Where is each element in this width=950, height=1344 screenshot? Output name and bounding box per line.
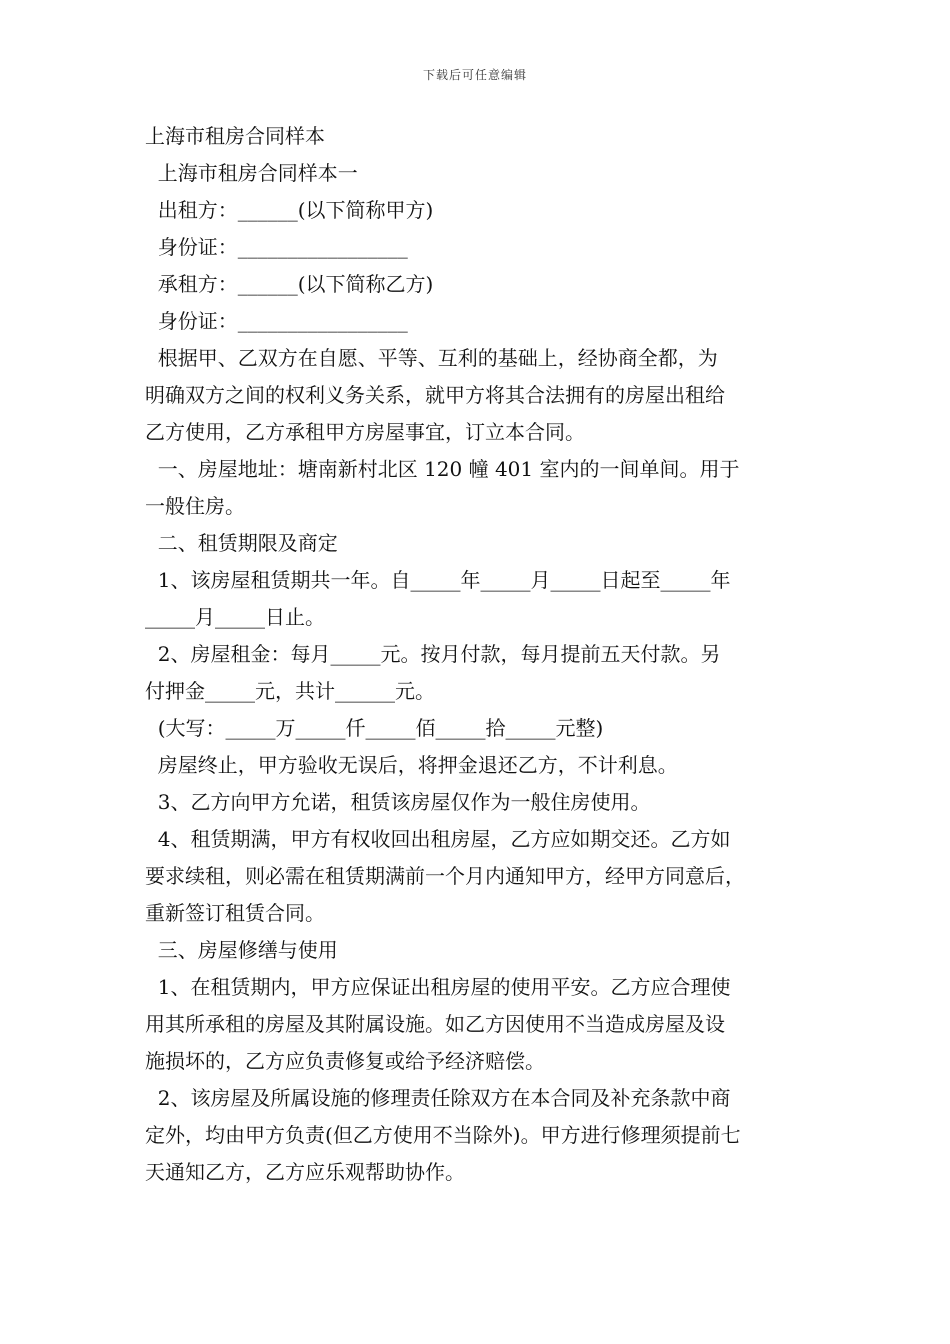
document-line: 乙方使用，乙方承租甲方房屋事宜，订立本合同。 xyxy=(145,420,585,444)
document-line: 出租方：______(以下简称甲方) xyxy=(145,198,434,222)
document-line: 重新签订租赁合同。 xyxy=(145,901,325,925)
document-line: 3、乙方向甲方允诺，租赁该房屋仅作为一般住房使用。 xyxy=(145,790,651,814)
document-line: (大写：_____万_____仟_____佰_____拾_____元整) xyxy=(145,716,604,740)
document-line: 上海市租房合同样本一 xyxy=(145,161,358,185)
document-line: 用其所承租的房屋及其附属设施。如乙方因使用不当造成房屋及设 xyxy=(145,1012,725,1036)
document-title: 上海市租房合同样本 xyxy=(145,124,325,148)
document-line: 根据甲、乙双方在自愿、平等、互利的基础上，经协商全都，为 xyxy=(145,346,718,370)
document-line: 身份证：_________________ xyxy=(145,235,408,259)
document-line: 4、租赁期满，甲方有权收回出租房屋，乙方应如期交还。乙方如 xyxy=(145,827,731,851)
document-line: 明确双方之间的权利义务关系，就甲方将其合法拥有的房屋出租给 xyxy=(145,383,725,407)
document-line: 二、租赁期限及商定 xyxy=(145,531,338,555)
document-line: 身份证：_________________ xyxy=(145,309,408,333)
document-line: 1、在租赁期内，甲方应保证出租房屋的使用平安。乙方应合理使 xyxy=(145,975,731,999)
document-line: 房屋终止，甲方验收无误后，将押金退还乙方，不计利息。 xyxy=(145,753,678,777)
document-line: 一般住房。 xyxy=(145,494,245,518)
document-line: 施损坏的，乙方应负责修复或给予经济赔偿。 xyxy=(145,1049,545,1073)
document-line: 付押金_____元，共计______元。 xyxy=(145,679,435,703)
document-line: _____月_____日止。 xyxy=(145,605,325,629)
document-body xyxy=(145,118,813,1191)
document-line: 1、该房屋租赁期共一年。自_____年_____月_____日起至_____年 xyxy=(145,568,731,592)
document-line: 一、房屋地址：塘南新村北区 120 幢 401 室内的一间单间。用于 xyxy=(145,457,740,481)
document-line: 要求续租，则必需在租赁期满前一个月内通知甲方，经甲方同意后， xyxy=(145,864,745,888)
document-line: 承租方：______(以下简称乙方) xyxy=(145,272,434,296)
document-line: 2、房屋租金：每月_____元。按月付款，每月提前五天付款。另 xyxy=(145,642,721,666)
page-header: 下载后可任意编辑 xyxy=(422,68,527,82)
document-line: 三、房屋修缮与使用 xyxy=(145,938,338,962)
document-line: 天通知乙方，乙方应乐观帮助协作。 xyxy=(145,1160,465,1184)
document-line: 2、该房屋及所属设施的修理责任除双方在本合同及补充条款中商 xyxy=(145,1086,731,1110)
document-line: 定外，均由甲方负责(但乙方使用不当除外)。甲方进行修理须提前七 xyxy=(145,1123,741,1147)
